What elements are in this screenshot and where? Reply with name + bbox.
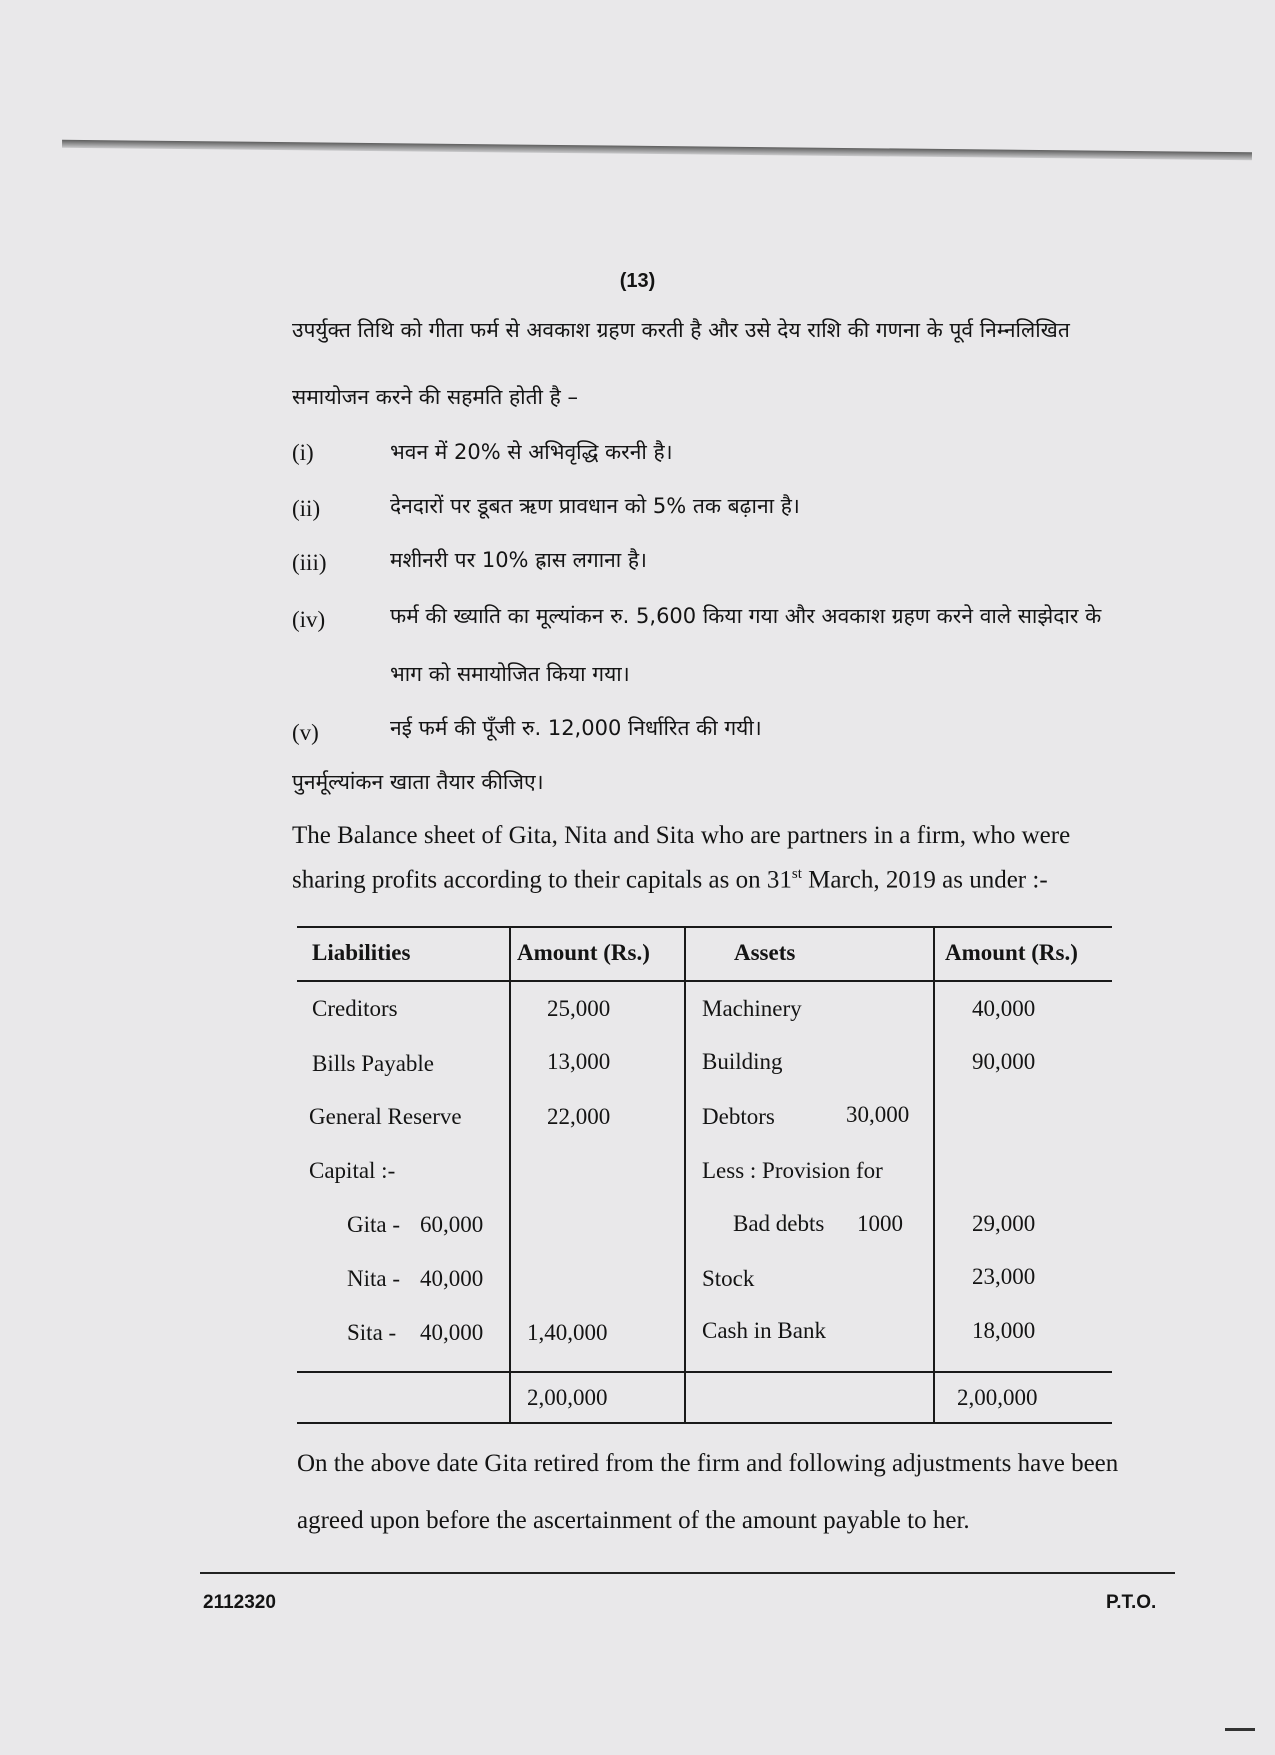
list-item: देनदारों पर डूबत ऋण प्रावधान को 5% तक बढ़ाना है। — [390, 494, 800, 518]
list-item: मशीनरी पर 10% ह्रास लगाना है। — [390, 548, 648, 572]
paper-code: 2112320 — [203, 1592, 276, 1613]
english-closing-line-2: agreed upon before the ascertainment of the amount payable to her. — [297, 1507, 970, 1534]
list-number: (iv) — [292, 607, 326, 632]
list-item: भवन में 20% से अभिवृद्धि करनी है। — [390, 440, 673, 464]
partner-capital: 40,000 — [420, 1320, 484, 1345]
asset-label: Cash in Bank — [702, 1318, 826, 1343]
partner-name: Gita - — [347, 1212, 401, 1237]
hindi-intro-line-1: उपर्युक्त तिथि को गीता फर्म से अवकाश ग्रहण करती है और उसे देय राशि की गणना के पूर्व निम्नलिखित — [292, 318, 1070, 342]
header-amount-assets: Amount (Rs.) — [945, 940, 1078, 965]
liability-label: General Reserve — [309, 1104, 462, 1129]
asset-amount: 29,000 — [972, 1211, 1036, 1236]
hindi-intro-line-2: समायोजन करने की सहमति होती है – — [292, 385, 579, 409]
liability-label: Creditors — [312, 996, 398, 1021]
asset-label: Bad debts — [733, 1211, 825, 1236]
bad-debts-amount: 1000 — [857, 1211, 903, 1236]
header-liabilities: Liabilities — [312, 940, 411, 965]
english-closing-line-1: On the above date Gita retired from the firm and following adjustments have been — [297, 1450, 1119, 1477]
footer-rule — [200, 1572, 1175, 1574]
scan-page-edge — [62, 140, 1252, 160]
list-number: (ii) — [292, 496, 321, 521]
asset-amount: 23,000 — [972, 1264, 1036, 1289]
liability-amount: 25,000 — [547, 996, 611, 1021]
header-amount-liabilities: Amount (Rs.) — [517, 940, 650, 965]
liability-label: Capital :- — [309, 1158, 396, 1183]
scan-mark — [1225, 1728, 1255, 1731]
list-item-continued: भाग को समायोजित किया गया। — [390, 662, 630, 686]
asset-label: Stock — [702, 1266, 755, 1291]
english-intro-line-2: sharing profits according to their capitals as on 31st March, 2019 as under :- — [292, 866, 1048, 894]
asset-amount: 90,000 — [972, 1049, 1036, 1074]
list-item: फर्म की ख्याति का मूल्यांकन रु. 5,600 किया गया और अवकाश ग्रहण करने वाले साझेदार के — [390, 604, 1102, 628]
list-number: (i) — [292, 440, 314, 465]
liability-amount: 22,000 — [547, 1104, 611, 1129]
asset-label: Less : Provision for — [702, 1158, 883, 1183]
partner-name: Sita - — [347, 1320, 397, 1345]
liability-amount: 13,000 — [547, 1049, 611, 1074]
please-turn-over: P.T.O. — [1106, 1592, 1157, 1613]
asset-amount: 18,000 — [972, 1318, 1036, 1343]
hindi-instruction: पुनर्मूल्यांकन खाता तैयार कीजिए। — [292, 770, 544, 794]
list-item: नई फर्म की पूँजी रु. 12,000 निर्धारित की गयी। — [390, 716, 762, 740]
partner-name: Nita - — [347, 1266, 401, 1291]
list-number: (iii) — [292, 550, 327, 575]
total-liabilities: 2,00,000 — [527, 1385, 608, 1410]
english-intro-line-1: The Balance sheet of Gita, Nita and Sita who are partners in a firm, who were — [292, 822, 1071, 849]
debtors-gross: 30,000 — [846, 1102, 910, 1127]
asset-label: Machinery — [702, 996, 802, 1021]
page-number: (13) — [619, 270, 656, 292]
asset-label: Debtors — [702, 1104, 775, 1129]
header-assets: Assets — [734, 940, 796, 965]
capital-total: 1,40,000 — [527, 1320, 608, 1345]
partner-capital: 60,000 — [420, 1212, 484, 1237]
liability-label: Bills Payable — [312, 1051, 435, 1076]
balance-sheet-table — [297, 926, 1112, 1424]
total-assets: 2,00,000 — [957, 1385, 1038, 1410]
list-number: (v) — [292, 720, 319, 745]
asset-amount: 40,000 — [972, 996, 1036, 1021]
partner-capital: 40,000 — [420, 1266, 484, 1291]
asset-label: Building — [702, 1049, 783, 1074]
